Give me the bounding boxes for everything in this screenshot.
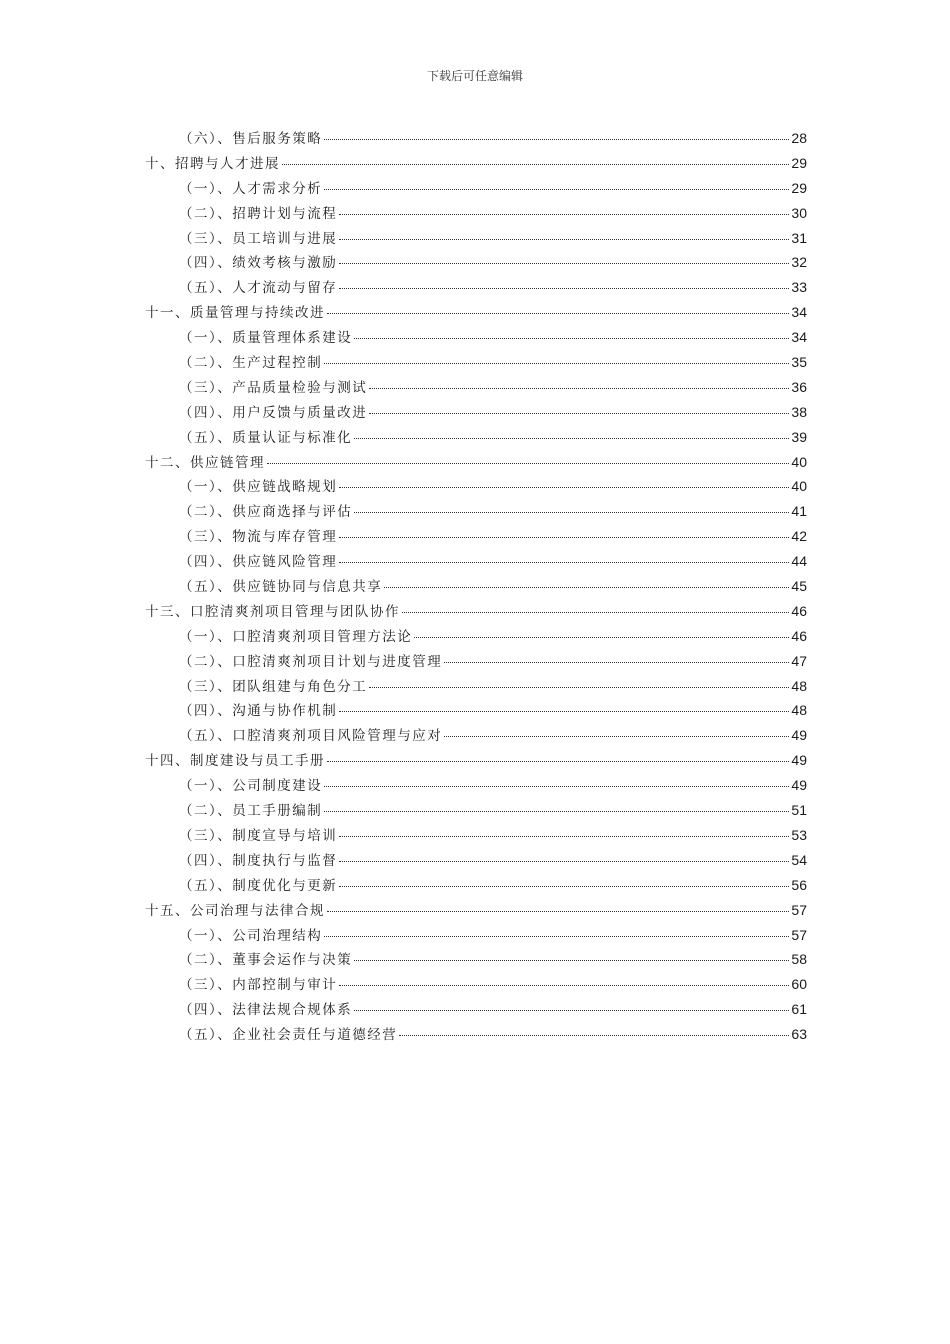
toc-entry-page-number: 32 — [791, 254, 807, 271]
toc-entry[interactable] — [145, 227, 807, 252]
toc-entry-title: （三）、制度宣导与培训 — [179, 827, 338, 844]
dot-leader — [339, 886, 789, 887]
toc-entry-title: （五）、制度优化与更新 — [179, 877, 338, 894]
toc-entry-title: （一）、供应链战略规划 — [179, 479, 338, 496]
toc-entry-title: （六）、售后服务策略 — [179, 131, 323, 147]
dot-leader — [324, 936, 789, 937]
toc-entry[interactable] — [145, 948, 807, 973]
toc-entry-title: （四）、沟通与协作机制 — [179, 703, 338, 720]
table-of-contents — [145, 127, 807, 1048]
dot-leader — [414, 637, 789, 638]
toc-entry-page-number: 30 — [791, 204, 807, 221]
toc-entry-title: （五）、口腔清爽剂项目风险管理与应对 — [179, 728, 443, 745]
toc-entry[interactable] — [145, 973, 807, 998]
dot-leader — [402, 612, 789, 613]
dot-leader — [324, 189, 789, 190]
toc-entry[interactable] — [145, 849, 807, 874]
page-header: 下载后可任意编辑 — [426, 69, 523, 83]
dot-leader — [327, 911, 789, 912]
toc-entry-page-number: 39 — [791, 428, 807, 445]
toc-entry[interactable] — [145, 550, 807, 575]
dot-leader — [384, 587, 789, 588]
toc-entry[interactable] — [145, 127, 807, 152]
toc-entry-page-number: 53 — [791, 826, 807, 843]
toc-entry[interactable] — [145, 675, 807, 700]
toc-entry[interactable] — [145, 525, 807, 550]
toc-entry-page-number: 49 — [791, 777, 807, 794]
toc-entry[interactable] — [145, 575, 807, 600]
dot-leader — [339, 214, 789, 215]
toc-entry[interactable] — [145, 899, 807, 924]
toc-entry-page-number: 56 — [791, 876, 807, 893]
toc-entry-page-number: 34 — [791, 304, 807, 321]
toc-entry-page-number: 35 — [791, 354, 807, 371]
toc-entry-title: （二）、招聘计划与流程 — [179, 205, 338, 222]
dot-leader — [354, 512, 789, 513]
toc-entry-title: （一）、口腔清爽剂项目管理方法论 — [179, 628, 413, 645]
toc-entry-title: （四）、制度执行与监督 — [179, 852, 338, 869]
toc-entry-title: （四）、绩效考核与激励 — [179, 255, 338, 272]
dot-leader — [339, 562, 789, 563]
toc-entry[interactable] — [145, 500, 807, 525]
toc-entry-title: （二）、董事会运作与决策 — [179, 952, 353, 969]
toc-entry-page-number: 54 — [791, 851, 807, 868]
toc-entry-title: （一）、公司治理结构 — [179, 927, 323, 944]
toc-entry-title: （二）、生产过程控制 — [179, 355, 323, 372]
toc-entry-title: （五）、企业社会责任与道德经营 — [179, 1027, 398, 1044]
toc-entry-page-number: 44 — [791, 553, 807, 570]
toc-entry[interactable] — [145, 824, 807, 849]
toc-entry-page-number: 47 — [791, 652, 807, 669]
toc-entry-title: （三）、物流与库存管理 — [179, 529, 338, 546]
dot-leader — [339, 985, 789, 986]
toc-entry-page-number: 46 — [791, 602, 807, 619]
dot-leader — [399, 1035, 789, 1036]
toc-entry[interactable] — [145, 401, 807, 426]
toc-entry-page-number: 57 — [791, 901, 807, 918]
toc-entry[interactable] — [145, 625, 807, 650]
dot-leader — [324, 139, 789, 140]
dot-leader — [444, 736, 789, 737]
toc-entry-title: 十五、公司治理与法律合规 — [145, 902, 325, 919]
dot-leader — [267, 463, 789, 464]
toc-entry-page-number: 29 — [791, 179, 807, 196]
dot-leader — [354, 338, 789, 339]
toc-entry-title: 十一、质量管理与持续改进 — [145, 305, 325, 322]
toc-entry-title: （一）、质量管理体系建设 — [179, 330, 353, 347]
toc-entry[interactable] — [145, 451, 807, 476]
toc-entry[interactable] — [145, 376, 807, 401]
toc-entry[interactable] — [145, 998, 807, 1023]
toc-entry-page-number: 48 — [791, 702, 807, 719]
toc-entry-title: （五）、质量认证与标准化 — [179, 429, 353, 446]
dot-leader — [369, 388, 789, 389]
toc-entry[interactable] — [145, 426, 807, 451]
dot-leader — [324, 786, 789, 787]
toc-entry[interactable] — [145, 276, 807, 301]
toc-entry-title: （二）、员工手册编制 — [179, 803, 323, 820]
toc-entry-title: 十四、制度建设与员工手册 — [145, 753, 325, 770]
toc-entry-page-number: 38 — [791, 403, 807, 420]
toc-entry-title: 十、招聘与人才进展 — [145, 155, 280, 172]
toc-entry[interactable] — [145, 351, 807, 376]
toc-entry-page-number: 60 — [791, 976, 807, 993]
toc-entry[interactable] — [145, 749, 807, 774]
dot-leader — [354, 1010, 789, 1011]
dot-leader — [339, 288, 789, 289]
dot-leader — [354, 438, 789, 439]
dot-leader — [369, 413, 789, 414]
dot-leader — [339, 836, 789, 837]
toc-entry-page-number: 46 — [791, 627, 807, 644]
toc-entry-title: （五）、人才流动与留存 — [179, 280, 338, 297]
toc-entry-title: （三）、内部控制与审计 — [179, 977, 338, 994]
dot-leader — [339, 537, 789, 538]
toc-entry-title: （三）、产品质量检验与测试 — [179, 379, 368, 396]
toc-entry[interactable] — [145, 301, 807, 326]
toc-entry-title: 十三、口腔清爽剂项目管理与团队协作 — [145, 603, 400, 620]
toc-entry-title: （四）、法律法规合规体系 — [179, 1002, 353, 1019]
dot-leader — [369, 687, 789, 688]
dot-leader — [444, 662, 789, 663]
toc-entry-title: （一）、公司制度建设 — [179, 778, 323, 795]
toc-entry[interactable] — [145, 724, 807, 749]
toc-entry-page-number: 57 — [791, 926, 807, 943]
toc-entry[interactable] — [145, 924, 807, 949]
toc-entry[interactable] — [145, 177, 807, 202]
toc-entry-title: （三）、团队组建与角色分工 — [179, 678, 368, 695]
toc-entry-page-number: 41 — [791, 503, 807, 520]
dot-leader — [339, 711, 789, 712]
toc-entry-page-number: 36 — [791, 378, 807, 395]
dot-leader — [339, 487, 789, 488]
toc-entry-title: （五）、供应链协同与信息共享 — [179, 579, 383, 596]
toc-entry-page-number: 34 — [791, 329, 807, 346]
toc-entry[interactable] — [145, 774, 807, 799]
toc-entry-title: 十二、供应链管理 — [145, 454, 265, 471]
toc-entry[interactable] — [145, 326, 807, 351]
dot-leader — [282, 164, 789, 165]
toc-entry[interactable] — [145, 251, 807, 276]
dot-leader — [324, 811, 789, 812]
dot-leader — [339, 239, 789, 240]
toc-entry-title: （一）、人才需求分析 — [179, 180, 323, 197]
toc-entry[interactable] — [145, 699, 807, 724]
toc-entry-page-number: 49 — [791, 727, 807, 744]
toc-entry-title: （四）、用户反馈与质量改进 — [179, 404, 368, 421]
toc-entry-page-number: 61 — [791, 1001, 807, 1018]
toc-entry[interactable] — [145, 650, 807, 675]
toc-entry[interactable] — [145, 799, 807, 824]
toc-entry-title: （二）、供应商选择与评估 — [179, 504, 353, 521]
dot-leader — [327, 761, 789, 762]
toc-entry-title: （三）、员工培训与进展 — [179, 230, 338, 247]
toc-entry-title: （二）、口腔清爽剂项目计划与进度管理 — [179, 653, 443, 670]
toc-entry[interactable] — [145, 600, 807, 625]
toc-entry[interactable] — [145, 152, 807, 177]
toc-entry-page-number: 42 — [791, 528, 807, 545]
toc-entry[interactable] — [145, 202, 807, 227]
dot-leader — [339, 263, 789, 264]
toc-entry-page-number: 28 — [791, 130, 807, 146]
toc-entry-page-number: 48 — [791, 677, 807, 694]
toc-entry-page-number: 40 — [791, 478, 807, 495]
dot-leader — [354, 960, 789, 961]
dot-leader — [339, 861, 789, 862]
toc-entry-page-number: 40 — [791, 453, 807, 470]
toc-entry-page-number: 63 — [791, 1026, 807, 1043]
toc-entry-page-number: 45 — [791, 578, 807, 595]
toc-entry-page-number: 49 — [791, 752, 807, 769]
dot-leader — [324, 363, 789, 364]
toc-entry[interactable] — [145, 874, 807, 899]
toc-entry-page-number: 29 — [791, 154, 807, 171]
toc-entry-title: （四）、供应链风险管理 — [179, 554, 338, 571]
toc-entry[interactable] — [145, 1023, 807, 1048]
toc-entry-page-number: 58 — [791, 951, 807, 968]
dot-leader — [327, 313, 789, 314]
toc-entry-page-number: 51 — [791, 802, 807, 819]
toc-entry-page-number: 33 — [791, 279, 807, 296]
toc-entry[interactable] — [145, 475, 807, 500]
toc-entry-page-number: 31 — [791, 229, 807, 246]
